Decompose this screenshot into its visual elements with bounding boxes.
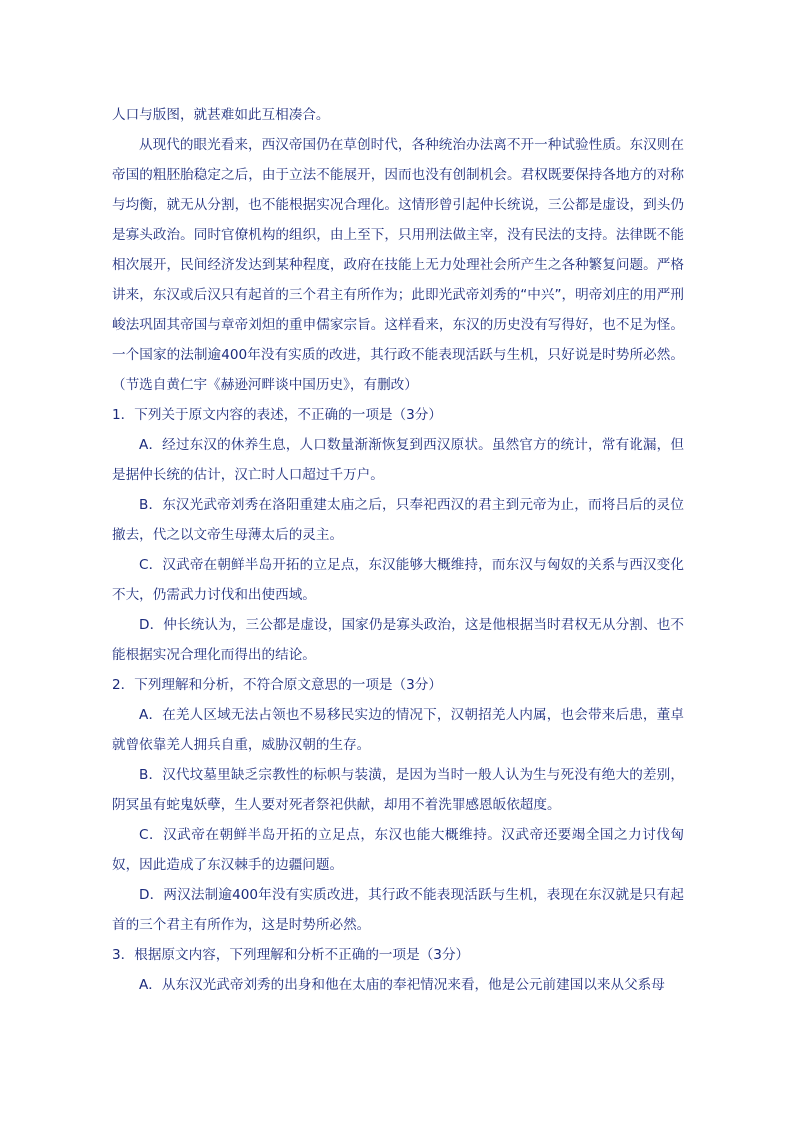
question-2-option-c: C．汉武帝在朝鲜半岛开拓的立足点，东汉也能大概维持。汉武帝还要竭全国之力讨伐匈奴，因此造成了东汉棘手的边疆问题。 [112, 827, 684, 873]
question-1-option-a: A．经过东汉的休养生息，人口数量渐渐恢复到西汉原状。虽然官方的统计，常有讹漏，但是据仲长统的估计，汉亡时人口超过千万户。 [112, 437, 684, 483]
question-3-option-a: A．从东汉光武帝刘秀的出身和他在太庙的奉祀情况来看，他是公元前建国以来从父系母 [139, 977, 665, 993]
question-2-option-b: B．汉代坟墓里缺乏宗教性的标帜与装潢，是因为当时一般人认为生与死没有绝大的差别，阴冥虽有蛇鬼妖孽，生人要对死者祭祀供献，却用不着洗罪感恩皈依超度。 [112, 767, 684, 813]
question-2-option-d: D．两汉法制逾400年没有实质改进，其行政不能表现活跃与生机，表现在东汉就是只有起首的三个君主有所作为，这是时势所必然。 [112, 887, 684, 933]
passage-continuation: 人口与版图，就甚难如此互相凑合。 [112, 107, 330, 123]
document-page [112, 100, 684, 1000]
question-3-stem: 3．根据原文内容，下列理解和分析不正确的一项是（3分） [112, 947, 470, 963]
question-2-stem: 2．下列理解和分析，不符合原文意思的一项是（3分） [112, 677, 442, 693]
question-1-stem: 1．下列关于原文内容的表述，不正确的一项是（3分） [112, 407, 442, 423]
question-1-option-d: D．仲长统认为，三公都是虚设，国家仍是寡头政治，这是他根据当时君权无从分割、也不能根据实况合理化而得出的结论。 [112, 617, 684, 663]
question-1-option-c: C．汉武帝在朝鲜半岛开拓的立足点，东汉能够大概维持，而东汉与匈奴的关系与西汉变化不大，仍需武力讨伐和出使西域。 [112, 557, 684, 603]
question-1-option-b: B．东汉光武帝刘秀在洛阳重建太庙之后，只奉祀西汉的君主到元帝为止，而将吕后的灵位撤去，代之以文帝生母薄太后的灵主。 [112, 497, 684, 543]
passage-paragraph: 从现代的眼光看来，西汉帝国仍在草创时代，各种统治办法离不开一种试验性质。东汉则在帝国的粗胚胎稳定之后，由于立法不能展开，因而也没有创制机会。君权既要保持各地方的对称与均衡，就无从分割，也不能根据实况合理化。这情形曾引起仲长统说，三公都是虚设，到头仍是寡头政治。同时官僚机构的组织，由上至下，只用刑法做主宰，没有民法的支持。法律既不能相次展开，民间经济发达到某种程度，政府在技能上无力处理社会所产生之各种繁复问题。严格讲来，东汉或后汉只有起首的三个君主有所作为；此即光武帝刘秀的“中兴”，明帝刘庄的用严刑峻法巩固其帝国与章帝刘炟的重申儒家宗旨。这样看来，东汉的历史没有写得好，也不足为怪。一个国家的法制逾400年没有实质的改进，其行政不能表现活跃与生机，只好说是时势所必然。 （节选自黄仁宇《赫逊河畔谈中国历史》，有删改） [112, 137, 684, 393]
question-2-option-a: A．在羌人区域无法占领也不易移民实边的情况下，汉朝招羌人内属，也会带来后患，董卓就曾依靠羌人拥兵自重，威胁汉朝的生存。 [112, 707, 684, 753]
